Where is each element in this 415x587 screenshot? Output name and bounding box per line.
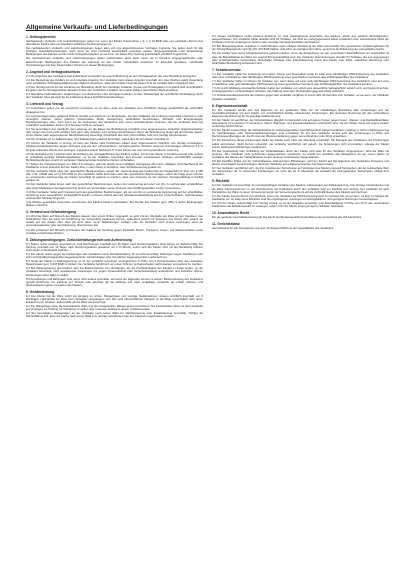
section-heading: 9. Rücktritt (212, 179, 230, 184)
section-paragraph: Nachstehende Verkaufs- und Lieferbedingungen gelten nur, wenn der Käufer Unternehmer i. S. v. § 14 BGB oder eine juristische Person des öffentlichen Rechts oder ein öffentlich-rechtliches Sondervermögen ist. (26, 40, 203, 47)
section-paragraph: 3.3 Sie berechtigen den Verkäufer, die Lieferung um die Dauer der Behinderung zuzüglich einer angemessenen Anlaufzeit hinauszuschieben oder wegen des noch nicht erfüllten Teils ganz oder teilweise vom Vertrag zurückzutreten. Wenn die Behinderung länger als drei Monate dauert, ist der Käufer nach angemessener Nachfristsetzung berechtigt, hinsichtlich des noch nicht erfüllten Teils vom Vertrag zurückzutreten. (26, 127, 203, 138)
right-column (212, 35, 389, 580)
section-heading: 1. Geltungsbereich (26, 35, 56, 39)
section-paragraph: 3.4 Der Verkäufer ist zu Teillieferungen und Teilleistungen jederzeit berechtigt, soweit dies für den Käufer zumutbar ist. (26, 138, 170, 142)
section-paragraph: 7.4 Schadensersatzansprüche des Käufers gegen den Verkäufer verjähren in einem Jahr ab Kenntnis vom Schaden, es sei denn, der Verkäufer handelte vorsätzlich. (212, 94, 389, 101)
section-paragraph: 8.6 Bei Zugriffen Dritter auf die Vorbehaltsware, insbesondere Pfändungen, wird der Käufer auf das Eigentum des Verkäufers hinweisen und diesen unverzüglich benachrichtigen, damit der Verkäufer seine Eigentumsrechte durchsetzen kann. (212, 160, 389, 167)
document-section (26, 238, 203, 287)
section-paragraph: 3.6 Die Einhaltung der Lieferfrist setzt die Erfüllung der Vertragspflichten des Käufers voraus. Kommt der Käufer in Annahmeverzug oder verletzt er schuldhaft sonstige Mitwirkungspflichten, so ist der Verkäufer berechtigt, den insoweit entstehenden Schaden einschließlich etwaiger Mehraufwendungen ersetzt zu verlangen. Weitergehende Ansprüche bleiben vorbehalten. (26, 152, 203, 162)
section-heading: 11. Gerichtsstand (212, 222, 240, 227)
section-paragraph: 9.2 Der Käufer hat kein Recht zum Rücktritt, sofern der Verkäufer die Pflichtverletzung nicht zu vertreten hat, es sei denn, es liegt ein Mangel der Kaufsache vor. Im Falle eines Rücktritts sind die empfangenen Leistungen zurückzugewähren und gezogene Nutzungen herauszugeben. (212, 194, 389, 201)
document-columns (26, 35, 389, 580)
document-section (212, 35, 389, 65)
section-paragraph: Gerichtsstand für alle Streitigkeiten aus dem Vertragsverhältnis ist der Geschäftssitz des Verkäufers. (212, 227, 335, 231)
document-section (212, 211, 389, 219)
section-paragraph: 6.6 Der Käufer kann keine Mängelansprüche geltend machen, wenn die Abweichung von der vereinbarten Beschaffenheit nur unerheblich ist oder die Brauchbarkeit der Ware nur unerheblich beeinträchtigt wird. Der Verkäufer übernimmt keine Gewähr für Schäden, die aus ungeeigneter oder unsachgemäßer Verwendung, fehlerhafter Montage oder Inbetriebsetzung durch den Käufer oder Dritte, natürlicher Abnutzung oder fehlerhafter Behandlung entstanden sind. (212, 52, 389, 65)
section-paragraph: 9.1 Der Verkäufer ist berechtigt, bei vertragswidrigem Verhalten des Käufers, insbesondere bei Zahlungsverzug, vom Vertrag zurückzutreten und die Ware zurückzunehmen. In der Zurücknahme der Kaufsache durch den Verkäufer liegt ein Rücktritt vom Vertrag. Der Verkäufer ist nach Rücknahme der Ware zu deren Verwertung befugt; der Verwertungserlös ist auf die Verbindlichkeiten des Käufers anzurechnen. (212, 184, 389, 194)
document-section (212, 179, 389, 208)
section-heading: 3. Lieferzeit und Verzug (26, 102, 63, 107)
document-section (26, 210, 203, 235)
section-paragraph: 2.2 Die Bestellung des Käufers ist ein bindendes Angebot. Der Verkäufer kann dieses Angebot innerhalb von zwei Wochen durch Zusendung einer schriftlichen Auftragsbestätigung oder dadurch annehmen, dass dem Käufer innerhalb dieser Frist die bestellte Ware zugesandt wird. (26, 78, 203, 85)
section-paragraph: 2.1 Die Angebote des Verkäufers sind freibleibend und stellen nur eine Aufforderung an den Vertragspartner dar, eine Bestellung abzugeben. (26, 74, 198, 78)
section-paragraph: 2.3 Der Vertrag kommt mit der Annahme der Bestellung durch den Verkäufer zustande. Preise und Preisangaben im Angebot sind unverbindlich. Es gelten die bei Vertragsschluss aktuellen Preise des Verkäufers zuzüglich der jeweils gültigen gesetzlichen Mehrwertsteuer. (26, 86, 203, 93)
document-section (26, 290, 203, 319)
section-paragraph: 3.8 Der Verkäufer haftet nach den gesetzlichen Bestimmungen, soweit der zugrunde liegende Kaufvertrag ein Fixgeschäft im Sinn von § 286 Abs. 2 Nr. 4 BGB oder von § 376 HGB ist. Der Verkäufer haftet auch dann nach den gesetzlichen Bestimmungen, sofern als Folge eines von ihm zu vertretenden Lieferverzugs der Käufer berechtigt ist geltend zu machen, dass sein Interesse an der weiteren Vertragserfüllung in Fortfall geraten ist. (26, 170, 203, 183)
section-paragraph: 3.5 Kommt der Verkäufer in Verzug, so kann der Käufer nach fruchtlosem Ablauf einer angemessenen Nachfrist vom Vertrag zurücktreten. Schadensersatzansprüche wegen Verzuges sind auf den vorhersehbaren, vertragstypischen Schaden begrenzt und betragen höchstens 0,5 % für jede vollendete Woche des Verzuges, insgesamt jedoch höchstens 5 % des Wertes der vom Verzug betroffenen Lieferung. (26, 142, 203, 152)
section-heading: 10. Anwendbares Recht (212, 211, 250, 216)
section-paragraph: 5.2 Der Käufer leistet gegen die Forderungen des Verkäufers keine Zurückbehaltung. Er ist nicht berechtigt, Zahlungen wegen bestrittener oder nicht rechtskräftig festgestellter Gegenansprüche zurückzuhalten oder mit solchen Gegenansprüchen aufzurechnen. (26, 252, 203, 260)
section-paragraph: Für die gesamte Geschäftsbeziehung gilt das Recht der Bundesrepublik Deutschland unter Ausschluss des UN-Kaufrechts. (212, 216, 362, 220)
section-paragraph: 8.7 Der Verkäufer verpflichtet sich, die ihm zustehenden Sicherheiten auf Verlangen des Käufers insoweit freizugeben, als der realisierbare Wert der Sicherheiten die zu sichernden Forderungen um mehr als 10 % übersteigt; die Auswahl der freizugebenden Sicherheiten obliegt dem Verkäufer. (212, 167, 389, 177)
section-paragraph: 3.2 Lieferverzögerungen aufgrund höherer Gewalt und aufgrund von Ereignissen, die dem Verkäufer die Lieferung wesentlich erschweren oder unmöglich machen, hierzu gehören insbesondere Streik, Aussperrung, behördliche Anordnungen, Rohstoff- und Energiemangel, Betriebsstörungen usw., auch wenn sie bei Lieferanten des Verkäufers oder deren Unterlieferanten eintreten, hat der Verkäufer auch bei verbindlich vereinbarten Fristen und Terminen nicht zu vertreten. (26, 114, 203, 127)
document-title: Allgemeine Verkaufs- und Lieferbedingungen (26, 24, 168, 31)
section-paragraph: 6.2 Die Mängelrüge muss die beanstandete Ware und den festgestellten Mangel genau bezeichnen. Die beanstandete Ware ist dem Verkäufer auf Verlangen zur Prüfung zur Verfügung zu stellen oder in dessen Auftrag an diesen zurückzusenden. (26, 305, 203, 312)
section-paragraph: Die nachstehenden Verkaufs- und Lieferbedingungen liegen allen von uns abgeschlossenen Verträgen zugrunde. Sie gelten auch für alle künftigen Geschäftsbeziehungen, auch wenn sie nicht nochmals ausdrücklich vereinbart werden. Entgegenstehende oder abweichende Bedingungen des Käufers werden nicht Vertragsbestandteil, es sei denn, wir haben ihrer Geltung ausdrücklich schriftlich zugestimmt. (26, 47, 203, 57)
section-paragraph: 8.3 Der Käufer ist berechtigt, die Vorbehaltsware im ordnungsgemäßen Geschäftsverkehr weiterzuveräußern, solange er nicht in Zahlungsverzug ist. Verpfändungen oder Sicherungsübereignungen sind unzulässig. Er tritt dem Verkäufer bereits jetzt alle Forderungen in Höhe des Rechnungsendbetrages ab, die ihm aus der Weiterveräußerung gegen seine Abnehmer oder Dritte erwachsen. (212, 129, 389, 139)
section-paragraph: 8.4 Zur Einziehung dieser Forderungen bleibt der Käufer auch nach der Abtretung ermächtigt. Die Befugnis des Verkäufers, die Forderungen selbst einzuziehen, bleibt hiervon unberührt; der Verkäufer verpflichtet sich jedoch, die Forderungen nicht einzuziehen, solange der Käufer seinen Zahlungsverpflichtungen nachkommt. (212, 139, 389, 149)
section-paragraph: 6.5 Die Mängelansprüche verjähren in zwölf Monaten nach erfolgter Ablieferung der Ware beim Käufer. Die gesetzlichen Verjährungsfristen für den Rückgriffsanspruch nach §§ 478, 479 BGB bleiben unberührt; sie betragen fünf Jahre, gerechnet ab Ablieferung der mangelhaften Sache. (212, 45, 389, 52)
document-section (212, 68, 389, 101)
section-paragraph: 8.2 Der Käufer ist verpflichtet, die Vorbehaltsware pfleglich zu behandeln und auf eigene Kosten gegen Feuer-, Wasser- und Diebstahlsschäden ausreichend zum Neuwert zu versichern. Sofern Wartungs- und Inspektionsarbeiten erforderlich sind, hat der Käufer diese auf eigene Kosten rechtzeitig durchzuführen. (212, 118, 389, 129)
section-paragraph: 8.1 Der Verkäufer behält sich das Eigentum an der gelieferten Ware bis zur vollständigen Bezahlung aller Forderungen aus der Geschäftsverbindung mit dem Käufer vor, einschließlich künftig entstehender Forderungen. Bei laufender Rechnung gilt das vorbehaltene Eigentum als Sicherung für die jeweilige Saldoforderung. (212, 108, 389, 118)
section-paragraph: 3.9 Der Verkäufer haftet ferner nach den gesetzlichen Bestimmungen, sofern der Lieferverzug auf einer von ihm zu vertretenden vorsätzlichen oder grob fahrlässigen Vertragsverletzung beruht; ein Verschulden seiner Vertreter oder Erfüllungsgehilfen ist ihm zuzurechnen. (26, 183, 203, 190)
left-column (26, 35, 203, 580)
section-paragraph: 3.1 Lieferfristen gelten nur als annähernd vereinbart, es sei denn, dass der Verkäufer eine schriftliche Zusage ausdrücklich als verbindlich abgegeben hat. (26, 107, 203, 114)
section-paragraph: 2.4 Mündliche Nebenabreden, Ergänzungen und Änderungen des Vertrages bedürfen zu ihrer Wirksamkeit der schriftlichen Bestätigung durch den Verkäufer. Dies gilt auch für die Aufhebung dieses Schriftformerfordernisses. (26, 93, 203, 100)
section-paragraph: 4.2 Wir versichern auf Wunsch und Kosten des Käufers die Sendung gegen Diebstahl, Bruch-, Transport-, Feuer- und Wasserschäden sowie sonstige versicherbare Risiken. (26, 228, 203, 235)
section-paragraph: 3.7 Sofern die Voraussetzungen von Ziffer 3.6 vorliegen, geht die Gefahr eines zufälligen Untergangs oder einer zufälligen Verschlechterung der Kaufsache in dem Zeitpunkt auf den Käufer über, in dem dieser in Annahme- oder Schuldnerverzug geraten ist. (26, 162, 203, 169)
document-section (212, 104, 389, 177)
document-section (26, 70, 203, 100)
document-section (26, 35, 203, 67)
section-heading: 6. Gewährleistung (26, 289, 55, 294)
section-paragraph: 8.5 Die Verarbeitung oder Umbildung der Vorbehaltsware durch den Käufer wird stets für den Verkäufer vorgenommen. Wird die Ware mit anderen, dem Verkäufer nicht gehörenden Gegenständen verarbeitet, so erwirbt der Verkäufer das Miteigentum an der neuen Sache im Verhältnis des Wertes der Vorbehaltsware zu den anderen verarbeiteten Gegenständen. (212, 149, 389, 159)
section-heading: 4. Versand und Gefahrübergang (26, 210, 77, 215)
section-paragraph: 6.3 Bei berechtigten Mängelrügen ist der Verkäufer nach seiner Wahl zur Nachbesserung oder Ersatzlieferung berechtigt. Schlägt die Nacherfüllung fehl, kann der Käufer nach seiner Wahl vom Vertrag zurücktreten oder den Kaufpreis angemessen mindern. (26, 312, 203, 319)
section-paragraph: 3.11 Weitere gesetzliche Ansprüche und Rechte des Käufers bleiben vorbehalten. Die Rechte des Käufers gem. Ziffer 9 dieser Bedingungen bleiben unberührt. (26, 200, 203, 208)
document-section (26, 102, 203, 207)
section-heading: 2. Angebot und Vertragsabschluss (26, 69, 81, 74)
section-paragraph: 6.4 Soweit nachfolgend nichts anderes bestimmt ist, sind weitergehende Ansprüche des Käufers, gleich aus welchen Rechtsgründen, ausgeschlossen. Der Verkäufer haftet deshalb nicht für Schäden, die nicht am Liefergegenstand selbst entstanden sind; insbesondere haftet der Verkäufer nicht für entgangenen Gewinn oder sonstige Vermögensschäden des Käufers. (212, 35, 389, 45)
section-paragraph: 7.2 Der Verkäufer haftet im übrigen für Schäden nur, wenn diese auf einer grob fahrlässigen Pflichtverletzung des Verkäufers oder auf einer vorsätzlichen oder grob fahrlässigen Pflichtverletzung eines gesetzlichen Vertreters oder Erfüllungsgehilfen des Verkäufers beruhen. (212, 80, 389, 87)
section-paragraph: Die nachstehenden Verkaufs- und Lieferbedingungen gelten insbesondere auch dann, wenn wir in Kenntnis entgegenstehender oder abweichender Bedingungen des Käufers die Lieferung an den Käufer vorbehaltlos ausführen. Im Einzelfall getroffene, individuelle Vereinbarungen mit dem Käufer haben Vorrang vor diesen Bedingungen. (26, 57, 203, 67)
section-paragraph: 5.3 Gerät der Käufer in Zahlungsverzug, so ist der Verkäufer berechtigt, Verzugszinsen in Höhe von 9 Prozentpunkten über dem jeweiligen Basiszinssatz gem. § 247 BGB zu fordern. Der Verkäufer behält sich vor, einen höheren Verzugsschaden nachzuweisen und geltend zu machen. (26, 260, 203, 267)
section-paragraph: 4.1 Wird die Ware auf Wunsch des Käufers diesem oder einem Dritten zugesandt, so geht mit der Übergabe der Ware an den Spediteur, den Frachtführer oder die sonst zur Ausführung der Versendung bestimmte Person, spätestens jedoch mit Verlassen des Werks oder Lagers die Gefahr auf den Käufer über. Dies gilt auch dann, wenn Teillieferungen erfolgen oder der Verkäufer noch andere Leistungen, etwa die Versendungskosten oder die Anlieferung, übernommen hat. (26, 215, 203, 228)
section-paragraph: 3.10 Der Verkäufer haftet auch insoweit nach den gesetzlichen Bestimmungen, als der von ihm zu vertretende Lieferverzug auf der schuldhaften Verletzung einer wesentlichen Vertragspflicht beruht; in diesem Fall ist aber die Schadensersatzhaftung auf den vorhersehbaren, typischerweise eintretenden Schaden begrenzt. (26, 190, 203, 200)
section-paragraph: 6.1 Der Käufer hat die Ware sofort bei Eingang zu prüfen. Mängelrügen und sonstige Reklamationen müssen schriftlich innerhalb von 8 Werktagen nach Erhalt der Ware beim Verkäufer eingegangen sein. Bei nicht offensichtlichen Mängeln ist die Rüge unverzüglich nach deren Entdeckung zu erheben; anderenfalls gilt die Ware als genehmigt. (26, 294, 203, 305)
section-heading: 8. Eigentumsvorbehalt (212, 103, 248, 108)
document-section (212, 222, 389, 230)
section-paragraph: 7.1 Der Verkäufer haftet bei Verletzung von Leben, Körper und Gesundheit sowie im Falle einer fahrlässigen Pflichtverletzung des Verkäufers oder einer vorsätzlichen oder fahrlässigen Pflichtverletzung eines gesetzlichen Vertreters oder Erfüllungsgehilfen des Verkäufers. (212, 72, 389, 79)
section-paragraph: 5.1 Sofern nichts anderes vereinbart ist, sind Rechnungen innerhalb von 30 Tagen nach Rechnungsdatum ohne Abzug zur Zahlung fällig. Bei Zahlung innerhalb von 10 Tagen nach Rechnungsdatum gewähren wir 2 % Skonto, sofern sich der Käufer nicht mit der Bezahlung früherer Lieferungen in Rückstand befindet. (26, 242, 203, 252)
section-paragraph: 5.4 Bei Zahlungsverzug des Käufers oder bei Bekanntwerden von Umständen, die die Kreditwürdigkeit des Käufers in Frage stellen, ist der Verkäufer berechtigt, noch ausstehende Lieferungen nur gegen Vorauszahlung oder Sicherheitsleistung auszuführen und sämtliche offenen Forderungen sofort fällig zu stellen. (26, 267, 203, 277)
section-paragraph: 7.3 Für leicht fahrlässig verursachte Schäden haftet der Verkäufer nur, sofern eine wesentliche Vertragspflicht verletzt wird, und begrenzt auf den vertragstypischen, vorhersehbaren Schaden. Die Haftung nach dem Produkthaftungsgesetz bleibt unberührt. (212, 87, 389, 94)
section-heading: 5. Zahlungsbedingungen, Zurückbehaltungsrecht und Aufrechnung (26, 237, 132, 242)
section-heading: 7. Schadensersatz (212, 67, 241, 72)
section-paragraph: 5.5 Anzahlungen und Zahlungen sind, wenn nicht anders vereinbart, auf eines der folgenden Konten zu leisten: Bankverbindung des Verkäufers gemäß Rechnung; bei Zahlung per Scheck oder Wechsel gilt die Zahlung erst nach endgültiger Gutschrift als erfolgt. Diskont- und Wechselspesen gehen zu Lasten des Käufers. (26, 277, 203, 287)
section-paragraph: 9.3 Tritt der Käufer unberechtigt vom Vertrag zurück, so ist der Verkäufer berechtigt, eine Entschädigung in Höhe von 15 % des vereinbarten Kaufpreises als Schadensersatz zu verlangen, sofern nicht der Käufer einen geringeren Schaden nachweist. (212, 201, 389, 209)
